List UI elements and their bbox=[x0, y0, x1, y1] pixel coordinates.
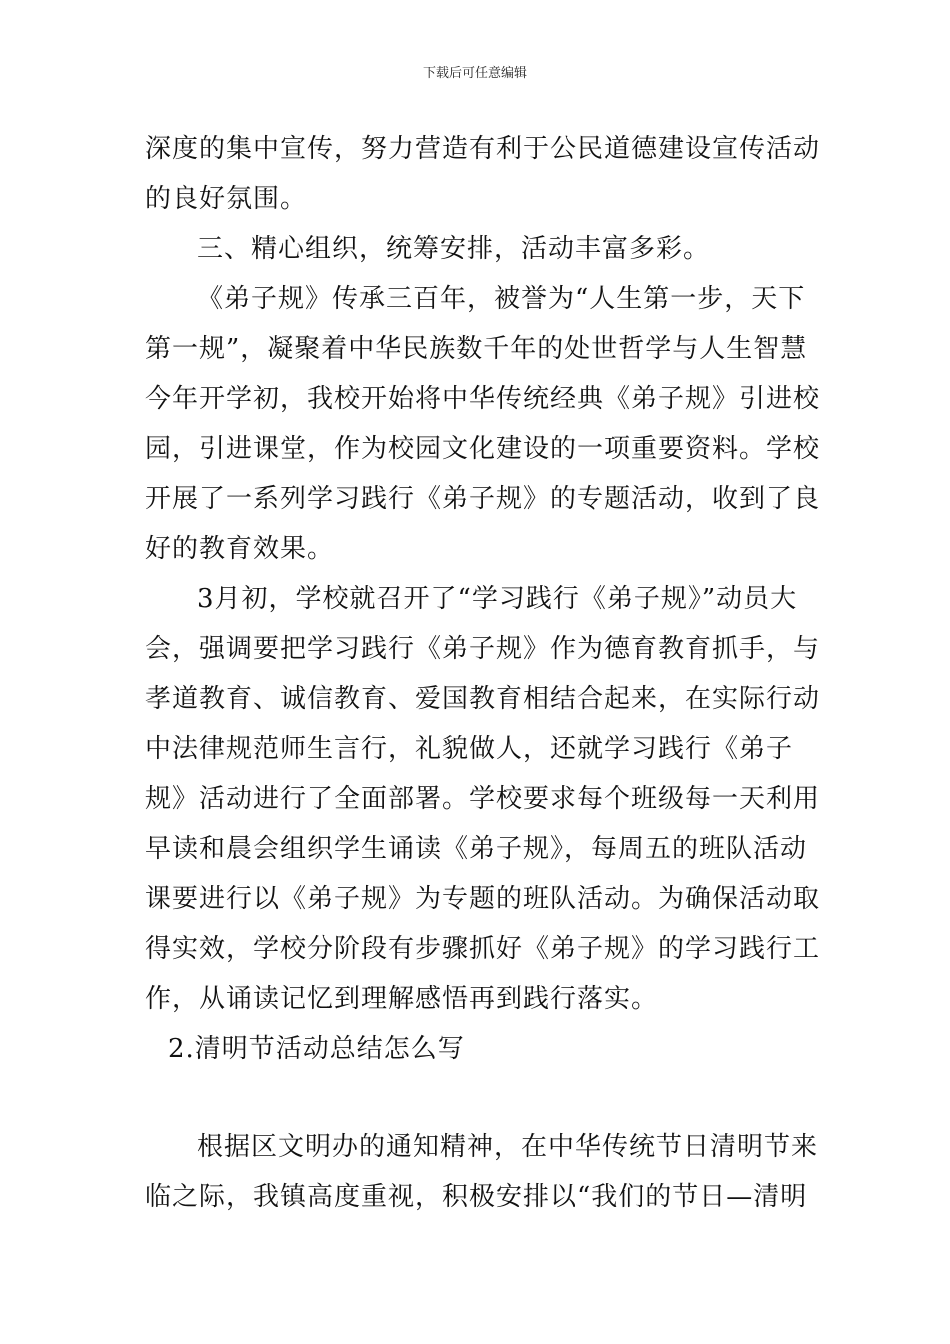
text-line: 临之际，我镇高度重视，积极安排以“我们的节日—清明 bbox=[145, 1182, 808, 1212]
page-header: 下载后可任意编辑 bbox=[422, 66, 527, 81]
text-line: 好的教育效果。 bbox=[145, 534, 335, 564]
text-line: 孝道教育、诚信教育、爱国教育相结合起来，在实际行动 bbox=[145, 684, 821, 714]
paragraph-start: 3月初，学校就召开了“学习践行《弟子规》”动员大 bbox=[197, 584, 798, 614]
text-line: 深度的集中宣传，努力营造有利于公民道德建设宣传活动 bbox=[145, 134, 821, 164]
paragraph-start: 根据区文明办的通知精神，在中华传统节日清明节来 bbox=[197, 1132, 819, 1162]
text-line: 规》活动进行了全面部署。学校要求每个班级每一天利用 bbox=[145, 784, 821, 814]
text-line: 今年开学初，我校开始将中华传统经典《弟子规》引进校 bbox=[145, 384, 821, 414]
text-line: 的良好氛围。 bbox=[145, 184, 308, 214]
paragraph-start: 《弟子规》传承三百年，被誉为“人生第一步，天下 bbox=[197, 284, 806, 314]
text-line: 会，强调要把学习践行《弟子规》作为德育教育抓手，与 bbox=[145, 634, 821, 664]
text-line: 早读和晨会组织学生诵读《弟子规》，每周五的班队活动 bbox=[145, 834, 808, 864]
question-heading: 2.清明节活动总结怎么写 bbox=[168, 1034, 465, 1064]
text-line: 开展了一系列学习践行《弟子规》的专题活动，收到了良 bbox=[145, 484, 821, 514]
text-line: 得实效，学校分阶段有步骤抓好《弟子规》的学习践行工 bbox=[145, 934, 821, 964]
section-heading: 三、精心组织，统筹安排，活动丰富多彩。 bbox=[197, 234, 711, 264]
text-line: 中法律规范师生言行，礼貌做人，还就学习践行《弟子 bbox=[145, 734, 794, 764]
text-line: 课要进行以《弟子规》为专题的班队活动。为确保活动取 bbox=[145, 884, 821, 914]
text-line: 第一规”，凝聚着中华民族数千年的处世哲学与人生智慧 bbox=[145, 334, 808, 364]
text-line: 作，从诵读记忆到理解感悟再到践行落实。 bbox=[145, 984, 659, 1014]
text-line: 园，引进课堂，作为校园文化建设的一项重要资料。学校 bbox=[145, 434, 821, 464]
